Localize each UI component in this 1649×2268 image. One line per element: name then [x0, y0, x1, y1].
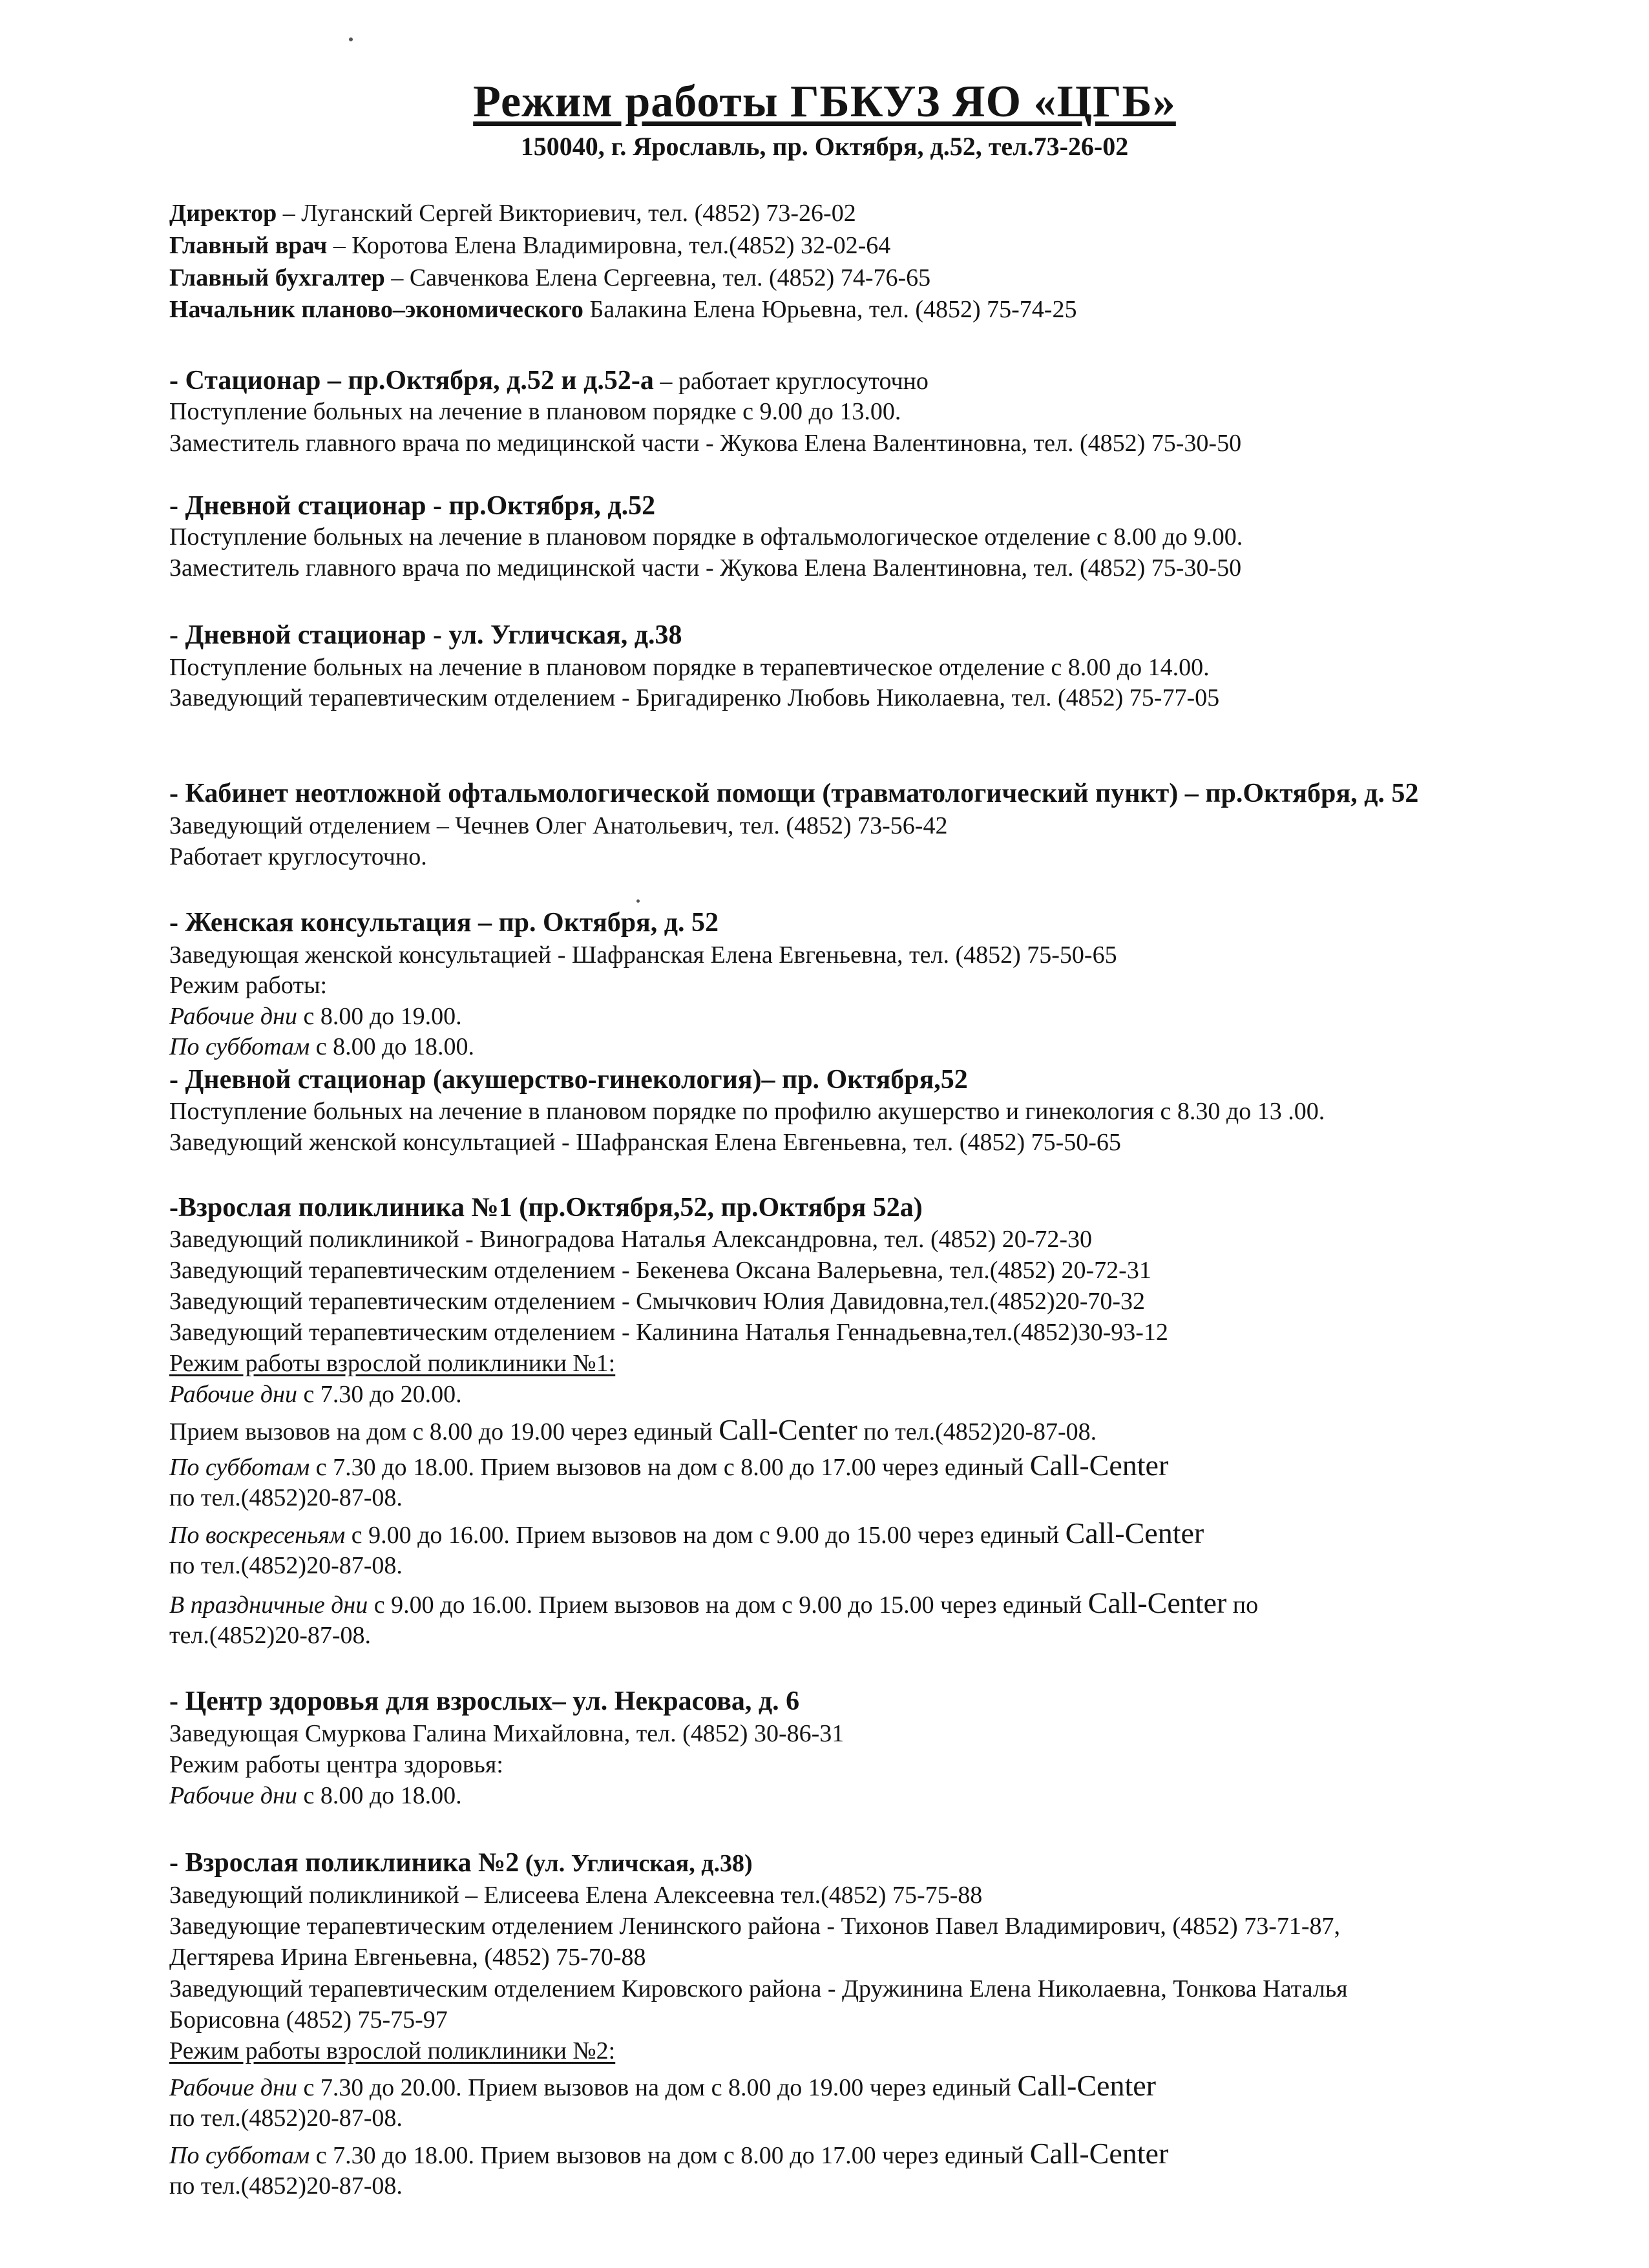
schedule-line: Рабочие дни с 8.00 до 18.00. [169, 1782, 462, 1809]
schedule-line: В праздничные дни с 9.00 до 16.00. Прием вызовов на дом с 9.00 до 15.00 через единый Call-Center по [169, 1586, 1259, 1619]
section-line: Заведующая женской консультацией - Шафранская Елена Евгеньевна, тел. (4852) 75-50-65 [169, 941, 1117, 969]
schedule-line: по тел.(4852)20-87-08. [169, 1484, 403, 1511]
section-line: Заведующие терапевтическим отделением Ленинского района - Тихонов Павел Владимирович, (4852) 73-71-87, [169, 1913, 1341, 1940]
document-address: 150040, г. Ярославль, пр. Октября, д.52, тел.73-26-02 [520, 132, 1129, 161]
section-line: Режим работы: [169, 972, 328, 999]
section-heading: - Женская консультация – пр. Октября, д. 52 [169, 908, 719, 938]
section-line: Поступление больных на лечение в плановом порядке в терапевтическое отделение с 8.00 до 14.00. [169, 654, 1210, 681]
section-line: Поступление больных на лечение в плановом порядке с 9.00 до 13.00. [169, 398, 901, 425]
section-line: Заведующий терапевтическим отделением - Калинина Наталья Геннадьевна,тел.(4852)30-93-12 [169, 1319, 1168, 1346]
section-heading: -Взрослая поликлиника №1 (пр.Октября,52, пр.Октября 52а) [169, 1193, 923, 1223]
section-heading: - Дневной стационар - пр.Октября, д.52 [169, 491, 656, 521]
section-heading: - Центр здоровья для взрослых– ул. Некрасова, д. 6 [169, 1686, 800, 1716]
section-line: Заместитель главного врача по медицинской части - Жукова Елена Валентиновна, тел. (4852) 75-30-50 [169, 554, 1242, 582]
section-line: Заведующий женской консультацией - Шафранская Елена Евгеньевна, тел. (4852) 75-50-65 [169, 1129, 1121, 1156]
section-heading: - Кабинет неотложной офтальмологической помощи (травматологический пункт) – пр.Октября, д. 52 [169, 779, 1419, 808]
section-line: Заведующий поликлиникой - Виноградова Наталья Александровна, тел. (4852) 20-72-30 [169, 1226, 1093, 1253]
section-heading: - Взрослая поликлиника №2 (ул. Угличская, д.38) [169, 1848, 753, 1878]
mode-title: Режим работы взрослой поликлиники №1: [169, 1350, 616, 1377]
section-line: Работает круглосуточно. [169, 843, 427, 870]
schedule-line: по тел.(4852)20-87-08. [169, 1552, 403, 1579]
mode-title: Режим работы взрослой поликлиники №2: [169, 2037, 616, 2064]
section-line: Поступление больных на лечение в плановом порядке по профилю акушерство и гинекология с 8.30 до 13 .00. [169, 1098, 1325, 1125]
section-line: Режим работы центра здоровья: [169, 1751, 503, 1778]
section-line: Заведующий терапевтическим отделением Кировского района - Дружинина Елена Николаевна, Тонкова Наталья [169, 1975, 1348, 2002]
management-line: Директор – Луганский Сергей Викториевич, тел. (4852) 73-26-02 [169, 200, 856, 227]
scan-speck [636, 899, 640, 903]
schedule-line: По субботам с 7.30 до 18.00. Прием вызовов на дом с 8.00 до 17.00 через единый Call-Center [169, 1449, 1169, 1482]
section-heading: - Дневной стационар (акушерство-гинекология)– пр. Октября,52 [169, 1065, 968, 1095]
schedule-line: Рабочие дни с 7.30 до 20.00. Прием вызовов на дом с 8.00 до 19.00 через единый Call-Center [169, 2069, 1156, 2102]
schedule-line: по тел.(4852)20-87-08. [169, 2105, 403, 2132]
schedule-line: по тел.(4852)20-87-08. [169, 2172, 403, 2200]
schedule-line: Рабочие дни с 7.30 до 20.00. [169, 1381, 462, 1408]
schedule-line: По субботам с 8.00 до 18.00. [169, 1033, 474, 1060]
section-line: Заведующий поликлиникой – Елисеева Елена Алексеевна тел.(4852) 75-75-88 [169, 1882, 983, 1909]
management-line: Главный врач – Коротова Елена Владимировна, тел.(4852) 32-02-64 [169, 232, 891, 259]
section-line: Борисовна (4852) 75-75-97 [169, 2006, 448, 2033]
management-line: Начальник планово–экономического Балакина Елена Юрьевна, тел. (4852) 75-74-25 [169, 296, 1077, 323]
schedule-line: Прием вызовов на дом с 8.00 до 19.00 через единый Call-Center по тел.(4852)20-87-08. [169, 1413, 1097, 1446]
section-line: Заместитель главного врача по медицинской части - Жукова Елена Валентиновна, тел. (4852) 75-30-50 [169, 430, 1242, 457]
section-line: Поступление больных на лечение в плановом порядке в офтальмологическое отделение с 8.00 до 9.00. [169, 523, 1243, 551]
section-line: Дегтярева Ирина Евгеньевна, (4852) 75-70-88 [169, 1944, 646, 1971]
document-title: Режим работы ГБКУЗ ЯО «ЦГБ» [473, 77, 1176, 127]
schedule-line: тел.(4852)20-87-08. [169, 1622, 372, 1649]
section-heading: - Дневной стационар - ул. Угличская, д.38 [169, 620, 682, 650]
scan-speck [349, 37, 353, 41]
section-heading: - Стационар – пр.Октября, д.52 и д.52-а – работает круглосуточно [169, 366, 929, 395]
section-line: Заведующий терапевтическим отделением - Смычкович Юлия Давидовна,тел.(4852)20-70-32 [169, 1288, 1146, 1315]
schedule-line: Рабочие дни с 8.00 до 19.00. [169, 1003, 462, 1030]
management-line: Главный бухгалтер – Савченкова Елена Сергеевна, тел. (4852) 74-76-65 [169, 264, 931, 291]
section-line: Заведующий терапевтическим отделением - Бекенева Оксана Валерьевна, тел.(4852) 20-72-31 [169, 1257, 1151, 1284]
section-line: Заведующая Смуркова Галина Михайловна, тел. (4852) 30-86-31 [169, 1720, 845, 1747]
schedule-line: По субботам с 7.30 до 18.00. Прием вызовов на дом с 8.00 до 17.00 через единый Call-Center [169, 2137, 1169, 2170]
section-line: Заведующий отделением – Чечнев Олег Анатольевич, тел. (4852) 73-56-42 [169, 812, 948, 839]
section-line: Заведующий терапевтическим отделением - Бригадиренко Любовь Николаевна, тел. (4852) 75-77-05 [169, 684, 1220, 711]
schedule-line: По воскресеньям с 9.00 до 16.00. Прием вызовов на дом с 9.00 до 15.00 через единый Call-Center [169, 1517, 1204, 1549]
